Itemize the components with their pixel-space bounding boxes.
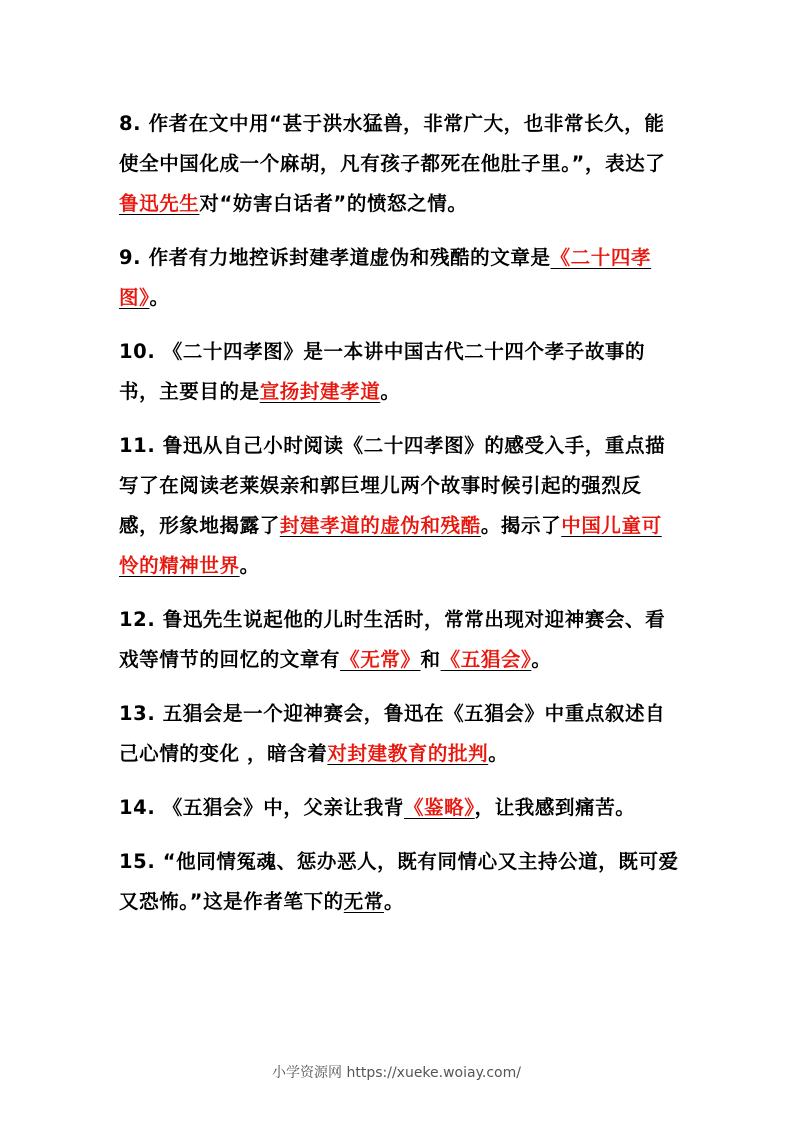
question-text: 。: [149, 286, 170, 309]
answer-text: 《无常》: [340, 648, 421, 671]
answer-text: 《五猖会》: [440, 648, 532, 671]
answer-text: 宣扬封建孝道: [259, 380, 381, 403]
question-text: 10. 《二十四孝图》是一本讲中国古代二十四个孝子故事的书，主要目的是: [119, 340, 646, 403]
question-13: [119, 694, 679, 774]
question-text: 对“妨害白话者”的愤怒之情。: [199, 192, 468, 215]
question-10: [119, 332, 679, 412]
document-body: [119, 104, 679, 936]
question-8: [119, 104, 679, 224]
question-text: 。: [531, 648, 552, 671]
answer-text: 封建孝道的虚伪和残酷: [279, 514, 481, 537]
answer-text: 《二十四孝图》: [119, 246, 652, 309]
question-text: 13. 五猖会是一个迎神赛会，鲁迅在《五猖会》中重点叙述自己心情的变化 ，暗含着: [119, 702, 666, 765]
question-text: 11. 鲁迅从自己小时阅读《二十四孝图》的感受入手，重点描写了在阅读老莱娱亲和郭巨埋儿两个故事时候引起的强烈反感，形象地揭露了: [119, 434, 666, 537]
answer-text: 对封建教育的批判: [327, 742, 489, 765]
footer-watermark: 小学资源网 https://xueke.woiay.com/: [272, 1065, 521, 1081]
question-text: 。: [239, 554, 260, 577]
question-text: 15. “他同情冤魂、惩办恶人，既有同情心又主持公道，既可爱又恐怖。”这是作者笔下的: [119, 850, 679, 913]
question-9: [119, 238, 679, 318]
underlined-answer: 无常: [343, 890, 384, 913]
question-12: [119, 600, 679, 680]
question-text: 14. 《五猖会》中，父亲让我背: [119, 796, 404, 819]
question-text: 。: [380, 380, 401, 403]
question-text: ，让我感到痛苦。: [474, 796, 636, 819]
question-text: 12. 鲁迅先生说起他的儿时生活时，常常出现对迎神赛会、看戏等情节的回忆的文章有: [119, 608, 666, 671]
question-text: 8. 作者在文中用“甚于洪水猛兽，非常广大，也非常长久，能使全中国化成一个麻胡，凡有孩子都死在他肚子里。”，表达了: [119, 112, 666, 175]
answer-text: 鲁迅先生: [119, 192, 200, 215]
question-text: 。: [383, 890, 405, 913]
question-text: 。揭示了: [480, 514, 562, 537]
question-text: 和: [420, 648, 441, 671]
question-15: [119, 842, 679, 922]
answer-text: 中国儿童可怜的精神世界: [119, 514, 662, 577]
question-text: 9. 作者有力地控诉封建孝道虚伪和残酷的文章是: [119, 246, 551, 269]
question-11: [119, 426, 679, 586]
question-text: 。: [488, 742, 509, 765]
answer-text: 《鉴略》: [403, 796, 475, 819]
question-14: [119, 788, 679, 828]
